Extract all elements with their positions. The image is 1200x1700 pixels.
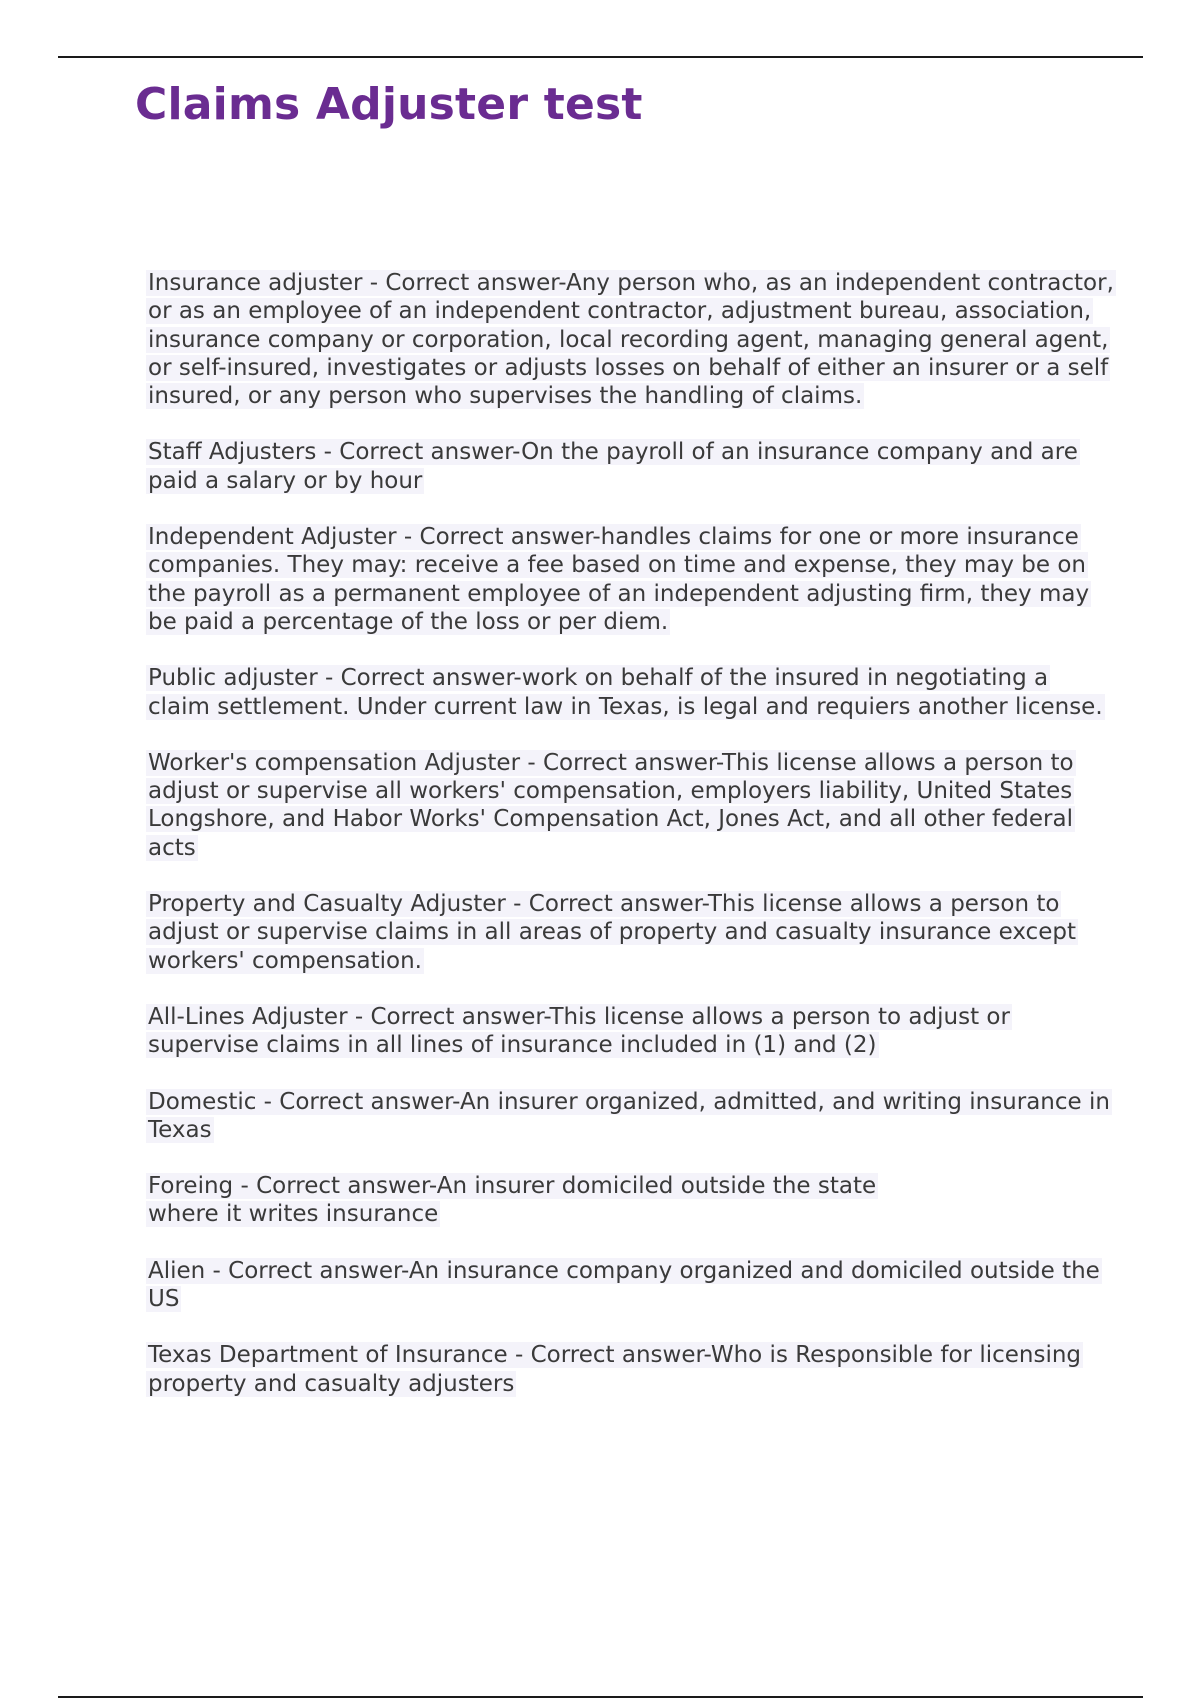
qa-entry-domestic — [146, 1088, 1116, 1145]
qa-entry-text: Public adjuster - Correct answer-work on behalf of the insured in negotiating a claim settlement. Under current law in Texas, is legal and requiers another license. — [148, 665, 1103, 720]
qa-entry-foreing — [146, 1172, 1116, 1229]
qa-entry-property-casualty-adjuster — [146, 890, 1116, 975]
qa-entry-alien — [146, 1257, 1116, 1314]
qa-entry-text: Staff Adjusters - Correct answer-On the payroll of an insurance company and are paid a salary or by hour — [148, 439, 1078, 494]
qa-entry-independent-adjuster — [146, 523, 1116, 636]
qa-entry-workers-compensation-adjuster — [146, 749, 1116, 862]
qa-entry-text: Domestic - Correct answer-An insurer organized, admitted, and writing insurance in Texas — [148, 1088, 1110, 1143]
bottom-rule — [58, 1696, 1143, 1698]
top-rule — [58, 56, 1143, 58]
page-title: Claims Adjuster test — [135, 79, 643, 130]
qa-entry-text: Property and Casualty Adjuster - Correct answer-This license allows a person to adjust or supervise claims in all areas of property and casualty insurance except workers' compensation. — [148, 891, 1076, 974]
qa-entry-text: All-Lines Adjuster - Correct answer-This license allows a person to adjust or supervise claims in all lines of insurance included in (1) and (2) — [148, 1003, 1010, 1059]
qa-entry-text: Foreing - Correct answer-An insurer domiciled outside the state where it writes insurance — [148, 1173, 877, 1228]
qa-entry-text: Texas Department of Insurance - Correct answer-Who is Responsible for licensing property and casualty adjusters — [148, 1342, 1082, 1397]
qa-list — [146, 269, 1116, 1426]
qa-entry-all-lines-adjuster — [146, 1003, 1116, 1060]
qa-entry-text: Insurance adjuster - Correct answer-Any person who, as an independent contractor, or as an employee of an independent contractor, adjustment bureau, association, insurance company or corporation, local recording agent, managing general agent, or self-insured, investigates or adjusts losses on behalf of either an insurer or a self insured, or any person who supervises the handling of claims. — [148, 270, 1114, 410]
qa-entry-staff-adjusters — [146, 438, 1116, 495]
qa-entry-insurance-adjuster — [146, 269, 1116, 410]
qa-entry-text: Worker's compensation Adjuster - Correct answer-This license allows a person to adjust or supervise all workers' compensation, employers liability, United States Longshore, and Habor Works' Compensation Act, Jones Act, and all other federal acts — [148, 749, 1074, 861]
qa-entry-public-adjuster — [146, 664, 1116, 721]
qa-entry-texas-department-of-insurance — [146, 1341, 1116, 1398]
qa-entry-text: Alien - Correct answer-An insurance company organized and domiciled outside the US — [148, 1257, 1100, 1313]
qa-entry-text: Independent Adjuster - Correct answer-handles claims for one or more insurance companies. They may: receive a fee based on time and expense, they may be on the payroll as a permanent employee of an independent adjusting firm, they may be paid a percentage of the loss or per diem. — [148, 524, 1090, 635]
